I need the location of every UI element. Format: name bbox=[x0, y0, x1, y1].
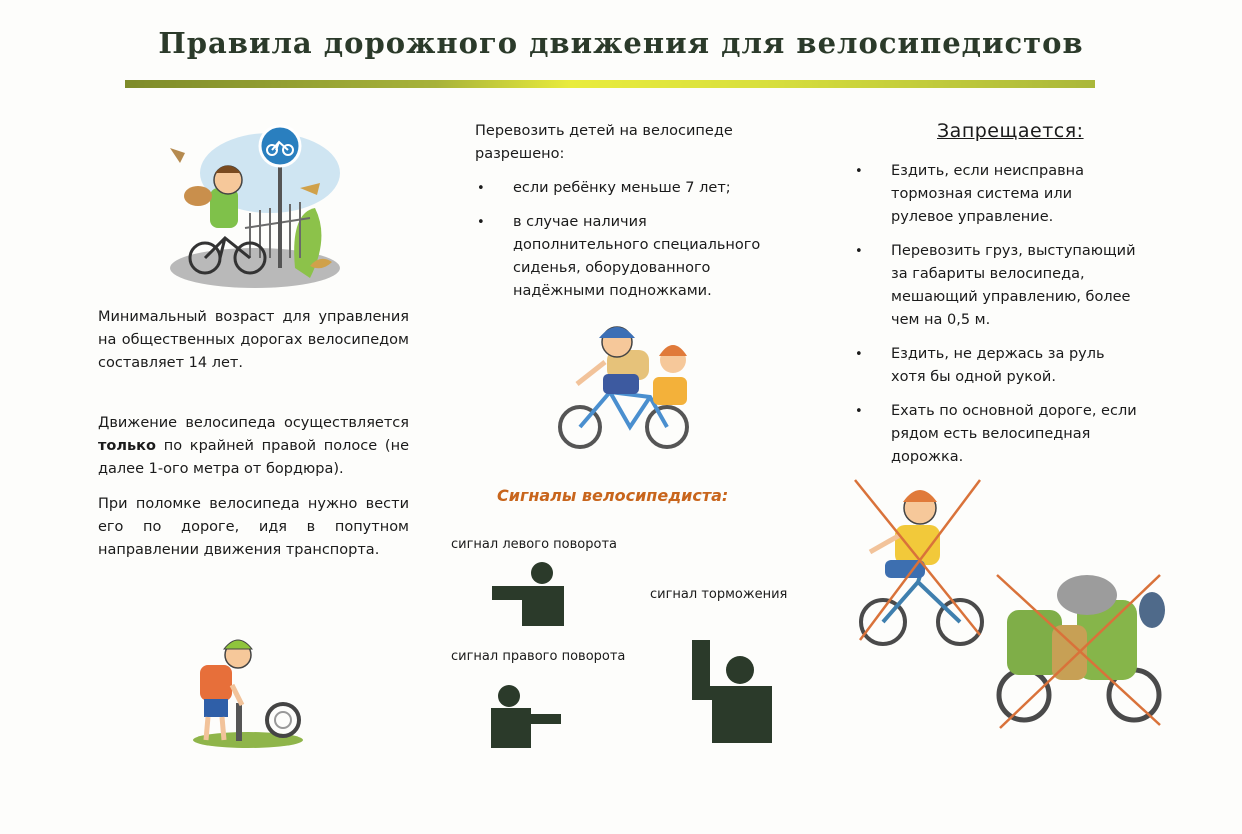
right-turn-signal-figure bbox=[491, 686, 566, 748]
forbidden-list bbox=[853, 160, 1138, 480]
right-lane-paragraph bbox=[98, 412, 409, 481]
list-item: • Ездить, не держась за руль хотя бы одной рукой. bbox=[853, 343, 1138, 389]
children-transport-list bbox=[475, 177, 780, 314]
overloaded-bike-crossed-illustration bbox=[992, 570, 1167, 730]
title-divider bbox=[125, 80, 1095, 88]
pumping-tire-illustration bbox=[188, 625, 318, 750]
list-item: • Ехать по основной дороге, если рядом есть велосипедная дорожка. bbox=[853, 400, 1138, 469]
right-lane-text-start: Движение велосипеда осуществляется bbox=[98, 415, 409, 431]
min-age-paragraph: Минимальный возраст для управления на общественных дорогах велосипедом составляет 14 лет. bbox=[98, 309, 409, 371]
breakdown-paragraph: При поломке велосипеда нужно вести его по дороге, идя в попутном направлении движения транспорта. bbox=[98, 496, 409, 558]
right-lane-text-end: по крайней правой полосе (не далее 1-ого метра от бордюра). bbox=[98, 438, 409, 477]
children-transport-intro: Перевозить детей на велосипеде разрешено: bbox=[475, 123, 733, 162]
page-title: Правила дорожного движения для велосипедистов bbox=[158, 26, 1084, 60]
list-item: • если ребёнку меньше 7 лет; bbox=[475, 177, 780, 200]
no-hands-cyclist-crossed-illustration bbox=[855, 480, 990, 650]
stop-signal-figure bbox=[692, 640, 774, 744]
list-item: • Ездить, если неисправна тормозная система или рулевое управление. bbox=[853, 160, 1138, 229]
left-turn-signal-figure bbox=[492, 562, 567, 627]
right-lane-emphasis: только bbox=[98, 438, 156, 454]
list-item: • Перевозить груз, выступающий за габариты велосипеда, мешающий управлению, более чем на 0,5 м. bbox=[853, 240, 1138, 332]
child-cyclist-sign-illustration bbox=[160, 118, 345, 293]
signal-right-caption: сигнал правого поворота bbox=[451, 649, 626, 664]
forbidden-heading: Запрещается: bbox=[937, 120, 1084, 142]
signals-title: Сигналы велосипедиста: bbox=[497, 486, 729, 505]
parent-child-cyclist-illustration bbox=[555, 322, 710, 452]
list-item: • в случае наличия дополнительного специального сиденья, оборудованного надёжными подножками. bbox=[475, 211, 780, 303]
signal-left-caption: сигнал левого поворота bbox=[451, 537, 617, 552]
signal-stop-caption: сигнал торможения bbox=[650, 587, 788, 602]
